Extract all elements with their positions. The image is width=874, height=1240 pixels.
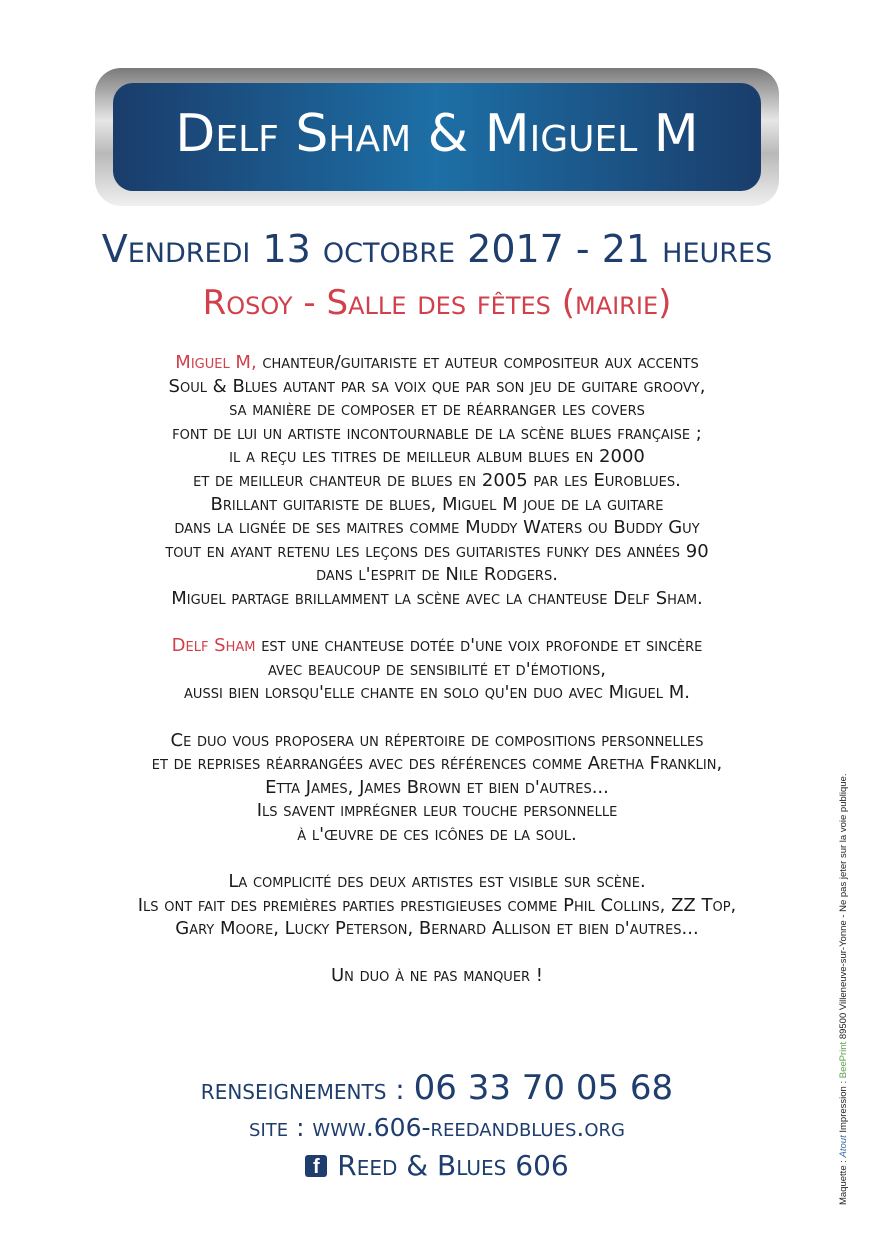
text-line: Un duo à ne pas manquer ! xyxy=(330,965,543,987)
printer-logo: BeePrint xyxy=(838,1041,849,1079)
printer-credit xyxy=(838,655,849,1205)
text-line: Brillant guitariste de blues, Miguel M joue de la guitare xyxy=(210,493,664,515)
contact-website[interactable]: site : www.606-reedandblues.org xyxy=(249,1113,625,1142)
text-line: Miguel partage brillamment la scène avec la chanteuse Delf Sham. xyxy=(171,587,703,609)
artist-name-delf: Delf Sham xyxy=(171,635,256,657)
text-line: aussi bien lorsqu'elle chante en solo qu'en duo avec Miguel M. xyxy=(184,682,690,704)
text-line xyxy=(40,351,834,375)
artist-name-miguel: Miguel M, xyxy=(175,352,257,373)
text-line: et de meilleur chanteur de blues en 2005 par les Euroblues. xyxy=(193,469,681,491)
text-line: La complicité des deux artistes est visible sur scène. xyxy=(228,871,646,893)
facebook-page-name: Reed & Blues 606 xyxy=(337,1149,569,1182)
event-venue: Rosoy - Salle des fêtes (mairie) xyxy=(202,283,672,323)
text-line: font de lui un artiste incontournable de la scène blues française ; xyxy=(172,422,702,444)
text-line xyxy=(40,634,834,658)
text-line: il a reçu les titres de meilleur album blues en 2000 xyxy=(229,446,645,468)
banner-title: Delf Sham & Miguel M xyxy=(175,104,699,164)
designer-logo: Atout xyxy=(838,1135,849,1158)
text-line-rest: chanteur/guitariste et auteur compositeur aux accents xyxy=(256,352,699,373)
text-line: dans la lignée de ses maitres comme Muddy Waters ou Buddy Guy xyxy=(174,517,700,539)
credit-text: Maquette : xyxy=(838,1157,849,1205)
text-line: et de reprises réarrangées avec des références comme Aretha Franklin, xyxy=(151,753,723,775)
event-date: Vendredi 13 octobre 2017 - 21 heures xyxy=(101,227,773,271)
text-line: sa manière de composer et de réarranger les covers xyxy=(229,399,645,421)
text-line-rest: est une chanteuse dotée d'une voix profonde et sincère xyxy=(255,635,703,657)
credit-text: Impression : xyxy=(838,1078,849,1136)
text-line: dans l'esprit de Nile Rodgers. xyxy=(316,564,558,586)
text-line: Soul & Blues autant par sa voix que par son jeu de guitare groovy, xyxy=(168,375,706,397)
contact-facebook[interactable] xyxy=(0,1149,874,1182)
text-line: Gary Moore, Lucky Peterson, Bernard Allison et bien d'autres... xyxy=(175,918,699,940)
text-line: Ils ont fait des premières parties prestigieuses comme Phil Collins, ZZ Top, xyxy=(137,894,737,916)
text-line: avec beaucoup de sensibilité et d'émotions, xyxy=(267,658,607,680)
paragraph-complicity xyxy=(40,870,834,941)
paragraph-miguel xyxy=(40,351,834,611)
credit-text: 89500 Villeneuve-sur-Yonne - Ne pas jeter sur la voie publique. xyxy=(838,773,849,1042)
text-line: à l'œuvre de ces icônes de la soul. xyxy=(297,823,577,845)
paragraph-delf xyxy=(40,634,834,705)
text-line: Etta James, James Brown et bien d'autres... xyxy=(265,776,609,798)
text-line: Ils savent imprégner leur touche personnelle xyxy=(256,800,618,822)
paragraph-closing xyxy=(40,964,834,988)
title-banner-inner xyxy=(113,83,761,191)
text-line: Ce duo vous proposera un répertoire de compositions personnelles xyxy=(170,729,704,751)
paragraph-repertoire xyxy=(40,729,834,847)
phone-label: renseignements : xyxy=(200,1073,414,1106)
contact-phone xyxy=(0,1068,874,1108)
title-banner xyxy=(95,68,779,206)
text-line: tout en ayant retenu les leçons des guitaristes funky des années 90 xyxy=(165,540,709,562)
facebook-icon: f xyxy=(305,1155,327,1177)
phone-number[interactable]: 06 33 70 05 68 xyxy=(413,1068,674,1108)
body-text xyxy=(40,351,834,1012)
